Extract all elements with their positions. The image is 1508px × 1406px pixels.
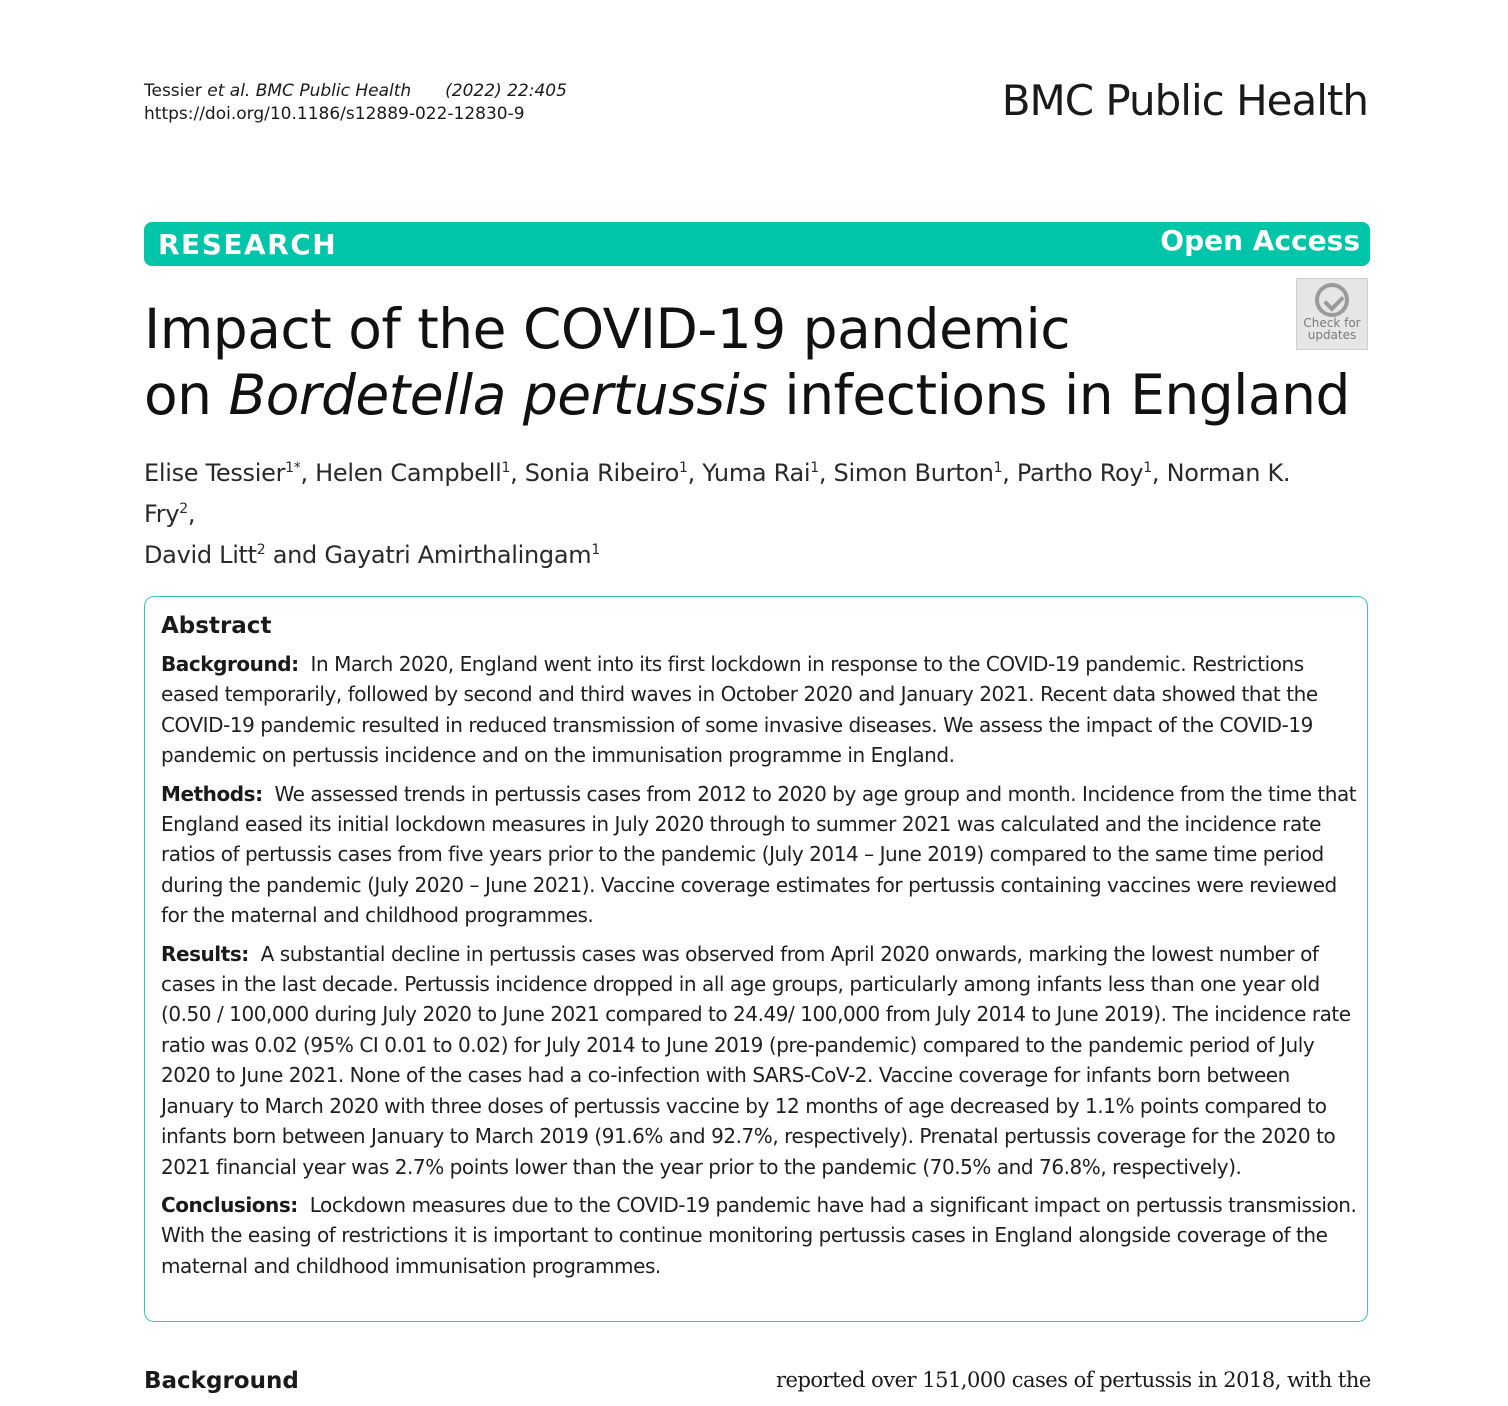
conclusions-text: Lockdown measures due to the COVID-19 pandemic have had a significant impact on pertussis transmission. With the easing of restrictions it is important to continue monitoring pertussis cases in England alongside coverage of the maternal and childhood immunisation programmes. bbox=[161, 1192, 1357, 1278]
body-right-column-text: reported over 151,000 cases of pertussis in 2018, with the bbox=[776, 1368, 1371, 1392]
affiliation-sup: 1 bbox=[1143, 460, 1152, 476]
affiliation-sup: 1* bbox=[285, 460, 301, 476]
article-type-label: RESEARCH bbox=[158, 228, 338, 261]
abstract-methods bbox=[161, 779, 1357, 931]
abstract-background bbox=[161, 649, 1357, 771]
author[interactable]: Elise Tessier bbox=[144, 459, 286, 487]
author[interactable]: Helen Campbell bbox=[315, 459, 502, 487]
article-title bbox=[144, 296, 1350, 428]
journal-name: BMC Public Health bbox=[1001, 76, 1368, 125]
author[interactable]: David Litt bbox=[144, 541, 257, 569]
check-updates-line1: Check for bbox=[1303, 316, 1361, 330]
author-list bbox=[144, 450, 1344, 573]
affiliation-sup: 1 bbox=[679, 460, 688, 476]
author-sep: , bbox=[1002, 459, 1017, 487]
author[interactable]: Partho Roy bbox=[1016, 459, 1144, 487]
author-sep: , bbox=[818, 459, 834, 487]
citation-line bbox=[144, 80, 567, 103]
title-species: Bordetella pertussis bbox=[228, 363, 768, 427]
open-access-label: Open Access bbox=[1160, 224, 1360, 257]
check-updates-line2: updates bbox=[1307, 328, 1357, 342]
background-label: Background: bbox=[161, 652, 299, 676]
author-sep: , bbox=[300, 459, 316, 487]
author[interactable]: Simon Burton bbox=[833, 459, 994, 487]
methods-text: We assessed trends in pertussis cases from 2012 to 2020 by age group and month. Incidence from the time that England eased its initial lockdown measures in July 2020 through to summer 2021 was calculated and the incidence rate ratios of pertussis cases from five years prior to the pandemic (July 2014 – June 2019) compared to the same time period during the pandemic (July 2020 – June 2021). Vaccine coverage estimates for pertussis containing vaccines were reviewed for the maternal and childhood programmes. bbox=[161, 781, 1357, 928]
author[interactable]: Yuma Rai bbox=[702, 459, 811, 487]
abstract-body bbox=[161, 649, 1357, 1289]
author[interactable]: Sonia Ribeiro bbox=[524, 459, 680, 487]
author-line-2 bbox=[144, 532, 1344, 573]
author[interactable]: Gayatri Amirthalingam bbox=[324, 541, 592, 569]
author-line-1 bbox=[144, 450, 1344, 532]
methods-label: Methods: bbox=[161, 781, 263, 806]
author[interactable]: Norman K. Fry bbox=[144, 459, 1291, 528]
affiliation-sup: 2 bbox=[179, 501, 188, 517]
section-heading-background: Background bbox=[144, 1368, 299, 1394]
citation-journal: et al. BMC Public Health bbox=[207, 81, 412, 101]
conclusions-label: Conclusions: bbox=[161, 1192, 298, 1217]
abstract-heading: Abstract bbox=[161, 613, 272, 639]
affiliation-sup: 1 bbox=[993, 460, 1003, 476]
doi-link[interactable]: https://doi.org/10.1186/s12889-022-12830-9 bbox=[144, 104, 525, 124]
citation-block bbox=[144, 80, 567, 126]
results-label: Results: bbox=[161, 941, 249, 966]
affiliation-sup: 2 bbox=[256, 542, 266, 558]
background-text: In March 2020, England went into its first lockdown in response to the COVID-19 pandemic. Restrictions eased temporarily, followed by second and third waves in October 2020 and January 2021. Recent data showed that the COVID-19 pandemic resulted in reduced transmission of some invasive diseases. We assess the impact of the COVID-19 pandemic on pertussis incidence and on the immunisation programme in England. bbox=[161, 652, 1318, 768]
title-prefix: on bbox=[144, 363, 229, 427]
citation-author: Tessier bbox=[144, 81, 202, 101]
results-text: A substantial decline in pertussis cases was observed from April 2020 onwards, marking the lowest number of cases in the last decade. Pertussis incidence dropped in all age groups, particularly among infants less than one year old (0.50 / 100,000 during July 2020 to June 2021 compared to 24.49/ 100,000 from July 2014 to June 2019). The incidence rate ratio was 0.02 (95% CI 0.01 to 0.02) for July 2014 to June 2019 (pre-pandemic) compared to the pandemic period of July 2020 to June 2021. None of the cases had a co-infection with SARS-CoV-2. Vaccine coverage for infants born between January to March 2020 with three doses of pertussis vaccine by 12 months of age decreased by 1.1% points compared to infants born between January to March 2019 (91.6% and 92.7%, respectively). Prenatal pertussis coverage for the 2020 to 2021 financial year was 2.7% points lower than the year prior to the pandemic (70.5% and 76.8%, respectively). bbox=[161, 941, 1351, 1179]
abstract-results bbox=[161, 939, 1357, 1182]
affiliation-sup: 1 bbox=[591, 542, 600, 558]
author-sep: and bbox=[265, 541, 325, 569]
affiliation-sup: 1 bbox=[810, 460, 819, 476]
author-sep: , bbox=[187, 500, 196, 528]
title-line-1: Impact of the COVID-19 pandemic bbox=[144, 297, 1070, 361]
article-type-banner bbox=[144, 222, 1370, 266]
affiliation-sup: 1 bbox=[501, 460, 511, 476]
title-line-2 bbox=[144, 362, 1350, 428]
citation-year-volume: (2022) 22:405 bbox=[445, 81, 567, 101]
author-sep: , bbox=[510, 459, 525, 487]
abstract-box bbox=[144, 596, 1368, 1322]
author-sep: , bbox=[687, 459, 703, 487]
title-suffix: infections in England bbox=[767, 363, 1350, 427]
abstract-conclusions bbox=[161, 1190, 1357, 1281]
author-sep: , bbox=[1151, 459, 1167, 487]
